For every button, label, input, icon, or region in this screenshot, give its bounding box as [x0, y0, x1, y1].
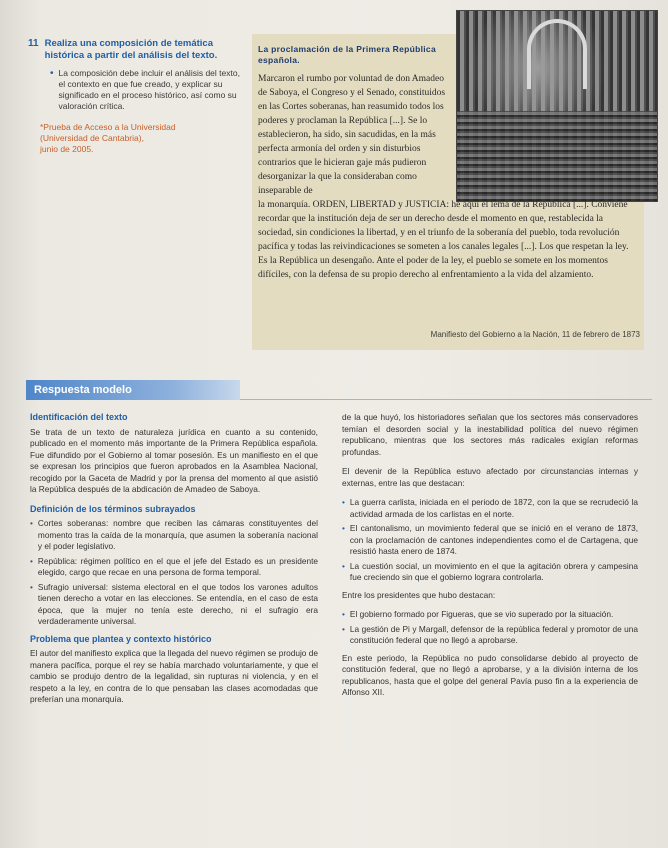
list-item-text: El gobierno formado por Figueras, que se vio superado por la situación.: [349, 609, 614, 619]
bullet-icon: •: [50, 68, 54, 79]
answer-banner: Respuesta modelo: [26, 380, 240, 400]
list-item-text: El cantonalismo, un movimiento federal que se inició en el verano de 1873, con la proclamación de cantones independientes como el de Cartagena, que resistió hasta enero de 1874.: [349, 523, 638, 556]
exercise-source: [40, 122, 240, 155]
exercise-bullet-text: La composición debe incluir el análisis del texto, el contexto en que fue creado, y explicar su significado en el proceso histórico, así como su valoración crítica.: [58, 68, 240, 111]
exercise-source-line: junio de 2005.: [40, 144, 94, 154]
paragraph: de la que huyó, los historiadores señalan que los sectores más conservadores temían el desorden social y la inestabilidad política del nuevo régimen republicano, mientras que los sectores más radicales exigían reformas profundas.: [342, 412, 638, 457]
bullet-icon: •: [342, 560, 345, 571]
exercise-number: 11: [28, 38, 39, 49]
exercise-bullet: [50, 68, 240, 112]
list-item: [342, 561, 638, 584]
list-item: [342, 624, 638, 647]
section-heading: Definición de los términos subrayados: [30, 503, 196, 514]
exercise-header: [28, 38, 240, 62]
list-item-text: Cortes soberanas: nombre que reciben las cámaras constituyentes del momento tras la caída de la monarquía, que asumen la soberanía nacional y el poder legislativo.: [37, 518, 318, 551]
bullet-icon: •: [342, 523, 345, 533]
answer-right-column: [342, 412, 638, 707]
source-citation: Manifiesto del Gobierno a la Nación, 11 de febrero de 1873: [430, 330, 640, 339]
list-item: [342, 497, 638, 520]
bullet-icon: •: [30, 581, 33, 592]
bullet-icon: •: [30, 555, 33, 566]
answer-divider: [240, 399, 652, 400]
section-heading: Problema que plantea y contexto histórico: [30, 633, 212, 644]
list-item: [30, 556, 318, 579]
list-item: [30, 582, 318, 628]
bullet-icon: •: [342, 497, 345, 507]
bullet-icon: •: [342, 623, 345, 634]
exercise-title: Realiza una composición de temática histórica a partir del análisis del texto.: [44, 38, 218, 61]
list-item-text: La cuestión social, un movimiento en el que la agitación obrera y campesina fue creciendo sin que el gobierno lograra controlarla.: [349, 560, 638, 582]
source-paragraph-narrow: Marcaron el rumbo por voluntad de don Amadeo de Saboya, el Congreso y el Senado, constituidos en las Cortes soberanas, han reasumido todos los poderes y proclaman la República [...]. Se lo establecieron, ha sido, sin sacudidas, en la más perfecta armonía del orden y sin disturbios contrarios que le hicieran gaje más pudieron desorganizar la que la consideraban como inseparable de: [258, 74, 446, 196]
answer-left-column: [30, 412, 318, 714]
exercise-source-line: *Prueba de Acceso a la Universidad: [40, 122, 176, 132]
paragraph: El autor del manifiesto explica que la llegada del nuevo régimen se produjo de manera pacífica, porque el rey se había marchado voluntariamente, y que el cambio se produjo dentro de la legalidad, sin rupturas ni violencia, y en el respeto a la ley, en contra de lo que pensaban las clases acomodadas que preferían una monarquía.: [30, 648, 318, 704]
list-item-text: República: régimen político en el que el jefe del Estado es un presidente elegido, cargo que recae en una persona de forma temporal.: [37, 555, 318, 577]
list-item-text: La gestión de Pi y Margall, defensor de la república federal y promotor de una constitución federal que no llegó a aprobarse.: [349, 623, 638, 645]
source-paragraph-wide: la monarquía. ORDEN, LIBERTAD y JUSTICIA: he aquí el lema de la República [...]. Conviene recordar que la institución deja de ser un derecho desde el momento en que, restablecida la sociedad, sin condiciones la libertad, y en el triunfo de la soberanía del pueblo, toda revolución pacífica y todas las reivindicaciones se someten a los canales legales [...]. Los que respetan la ley. Es la República un desengaño. Ante el poder de la ley, el pueblo se somete en los momentos difíciles, con la defensa de su propio derecho al enfrentamiento a la vida del alzamiento.: [258, 200, 629, 280]
list-item: [30, 518, 318, 553]
exercise-block: [28, 38, 240, 155]
source-body: [258, 72, 638, 282]
list-item: [342, 523, 638, 558]
list-item-text: Sufragio universal: sistema electoral en el que todos los varones adultos tienen derecho a votar en las elecciones. Se entendía, en el caso de esta época, que la mujer no tenía este derecho, ni el sufragio era verdaderamente universal.: [37, 581, 318, 626]
exercise-source-line: (Universidad de Cantabria),: [40, 133, 144, 143]
paragraph: En este periodo, la República no pudo consolidarse debido al proyecto de constitución federal, que no llegó a aprobarse, y a la división interna de los republicanos, hasta que el golpe del general Pavía puso fin a la experiencia de Alfonso XII.: [342, 652, 638, 697]
list-item-text: La guerra carlista, iniciada en el periodo de 1872, con la que se recrudeció la actividad armada de los carlistas en el norte.: [349, 497, 638, 519]
bullet-icon: •: [342, 609, 345, 619]
source-title: La proclamación de la Primera República española.: [258, 44, 436, 65]
paragraph: El devenir de la República estuvo afectado por circunstancias internas y externas, entre las que destacan:: [342, 466, 638, 488]
section-heading: Identificación del texto: [30, 412, 128, 422]
paragraph: Se trata de un texto de naturaleza jurídica en cuanto a su contenido, publicado en el momento más importante de la Primera República española. Fue difundido por el Gobierno al tomar posesión. Es un manifiesto en el que se expresan los principios que fueron aprobados en la Asamblea Nacional, recogido por la Gaceta de Madrid y por la prensa del momento al que asistió la República después de la abdicación de Amadeo de Saboya.: [30, 426, 318, 494]
paragraph: Entre los presidentes que hubo destacan:: [342, 589, 496, 600]
list-item: [342, 609, 638, 621]
bullet-icon: •: [30, 518, 33, 528]
